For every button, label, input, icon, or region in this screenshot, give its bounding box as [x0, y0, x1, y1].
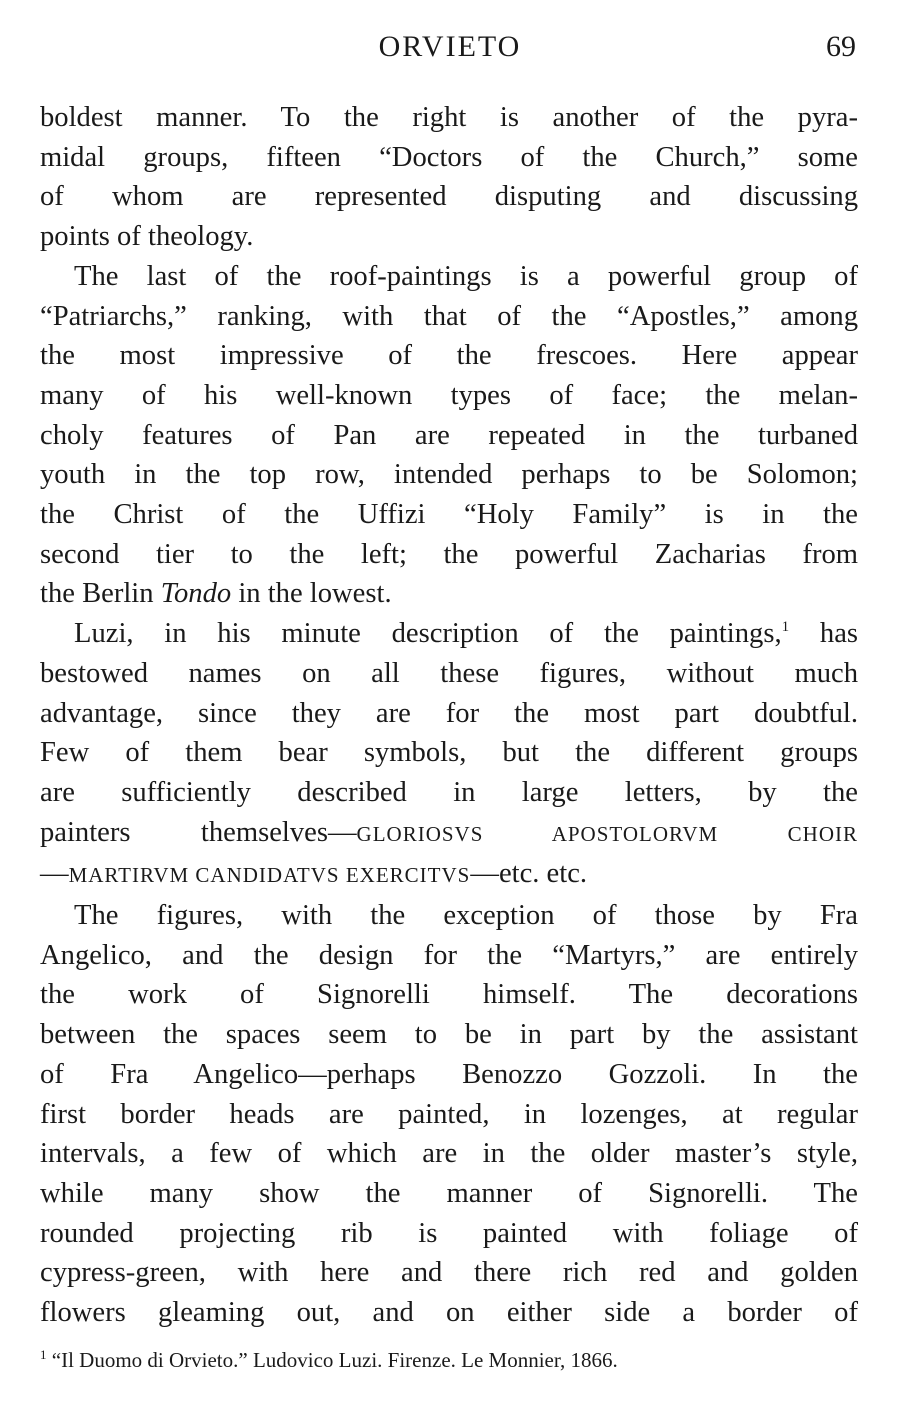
text-line	[40, 813, 858, 855]
text-line: The figures, with the exception of those by Fra	[74, 900, 858, 932]
italic-title: Tondo	[160, 578, 232, 610]
text-line: many of his well-known types of face; the melan-	[40, 379, 858, 411]
text-line: youth in the top row, intended perhaps to be Solomon;	[40, 459, 858, 491]
text-fragment: painters themselves—	[40, 816, 357, 848]
text-fragment: the Berlin	[40, 578, 161, 610]
text-line: first border heads are painted, in lozenges, at regular	[40, 1098, 858, 1130]
paragraph-1	[40, 98, 858, 257]
text-line: while many show the manner of Signorelli. The	[40, 1177, 858, 1209]
text-line: the Christ of the Uffizi “Holy Family” is in the	[40, 499, 858, 531]
text-line: choly features of Pan are repeated in the turbaned	[40, 419, 858, 451]
text-line	[40, 574, 858, 614]
text-line: cypress-green, with here and there rich red and golden	[40, 1257, 858, 1289]
text-line: bestowed names on all these figures, without much	[40, 657, 858, 689]
footnote	[40, 1345, 858, 1375]
text-line: the work of Signorelli himself. The decorations	[40, 979, 858, 1011]
text-line: of Fra Angelico—perhaps Benozzo Gozzoli. In the	[40, 1058, 858, 1090]
text-line: Few of them bear symbols, but the different groups	[40, 737, 858, 769]
text-fragment: Luzi, in his minute description of the paintings,	[74, 618, 782, 650]
text-line: second tier to the left; the powerful Zacharias from	[40, 538, 858, 570]
text-line: flowers gleaming out, and on either side a border of	[40, 1297, 858, 1329]
text-line: points of theology.	[40, 221, 254, 253]
inscription-caps: MARTIRVM CANDIDATVS EXERCITVS	[68, 863, 471, 888]
text-line: of whom are represented disputing and discussing	[40, 181, 858, 213]
footnote-reference[interactable]: 1	[781, 619, 790, 636]
text-line: are sufficiently described in large letters, by the	[40, 776, 858, 808]
text-line: The last of the roof-paintings is a powerful group of	[74, 260, 858, 292]
body-text	[40, 98, 858, 1333]
page-number: 69	[826, 30, 856, 63]
text-line: the most impressive of the frescoes. Here appear	[40, 340, 858, 372]
inscription-caps: GLORIOSVS APOSTOLORVM CHOIR	[356, 821, 858, 846]
paragraph-4	[40, 896, 858, 1333]
text-line: advantage, since they are for the most part doubtful.	[40, 697, 858, 729]
text-line: between the spaces seem to be in part by the assistant	[40, 1019, 858, 1051]
text-fragment: —	[40, 858, 69, 890]
text-fragment: has	[789, 618, 859, 650]
text-line: intervals, a few of which are in the older master’s style,	[40, 1138, 858, 1170]
text-line: boldest manner. To the right is another of the pyra-	[40, 102, 858, 133]
footnote-text: “Il Duomo di Orvieto.” Ludovico Luzi. Firenze. Le Monnier, 1866.	[46, 1348, 618, 1372]
page-header	[40, 30, 860, 70]
text-fragment: in the lowest.	[231, 578, 392, 610]
text-line: rounded projecting rib is painted with foliage of	[40, 1217, 858, 1249]
text-fragment: —etc. etc.	[470, 858, 588, 890]
footnote-marker: 1	[40, 1347, 47, 1362]
text-line: “Patriarchs,” ranking, with that of the “Apostles,” among	[40, 300, 858, 332]
paragraph-2	[40, 257, 858, 614]
text-line	[40, 614, 858, 654]
paragraph-3	[40, 614, 858, 896]
text-line	[40, 854, 858, 896]
running-head: ORVIETO	[378, 30, 522, 63]
text-line: Angelico, and the design for the “Martyrs,” are entirely	[40, 939, 858, 971]
text-line: midal groups, fifteen “Doctors of the Church,” some	[40, 141, 858, 173]
